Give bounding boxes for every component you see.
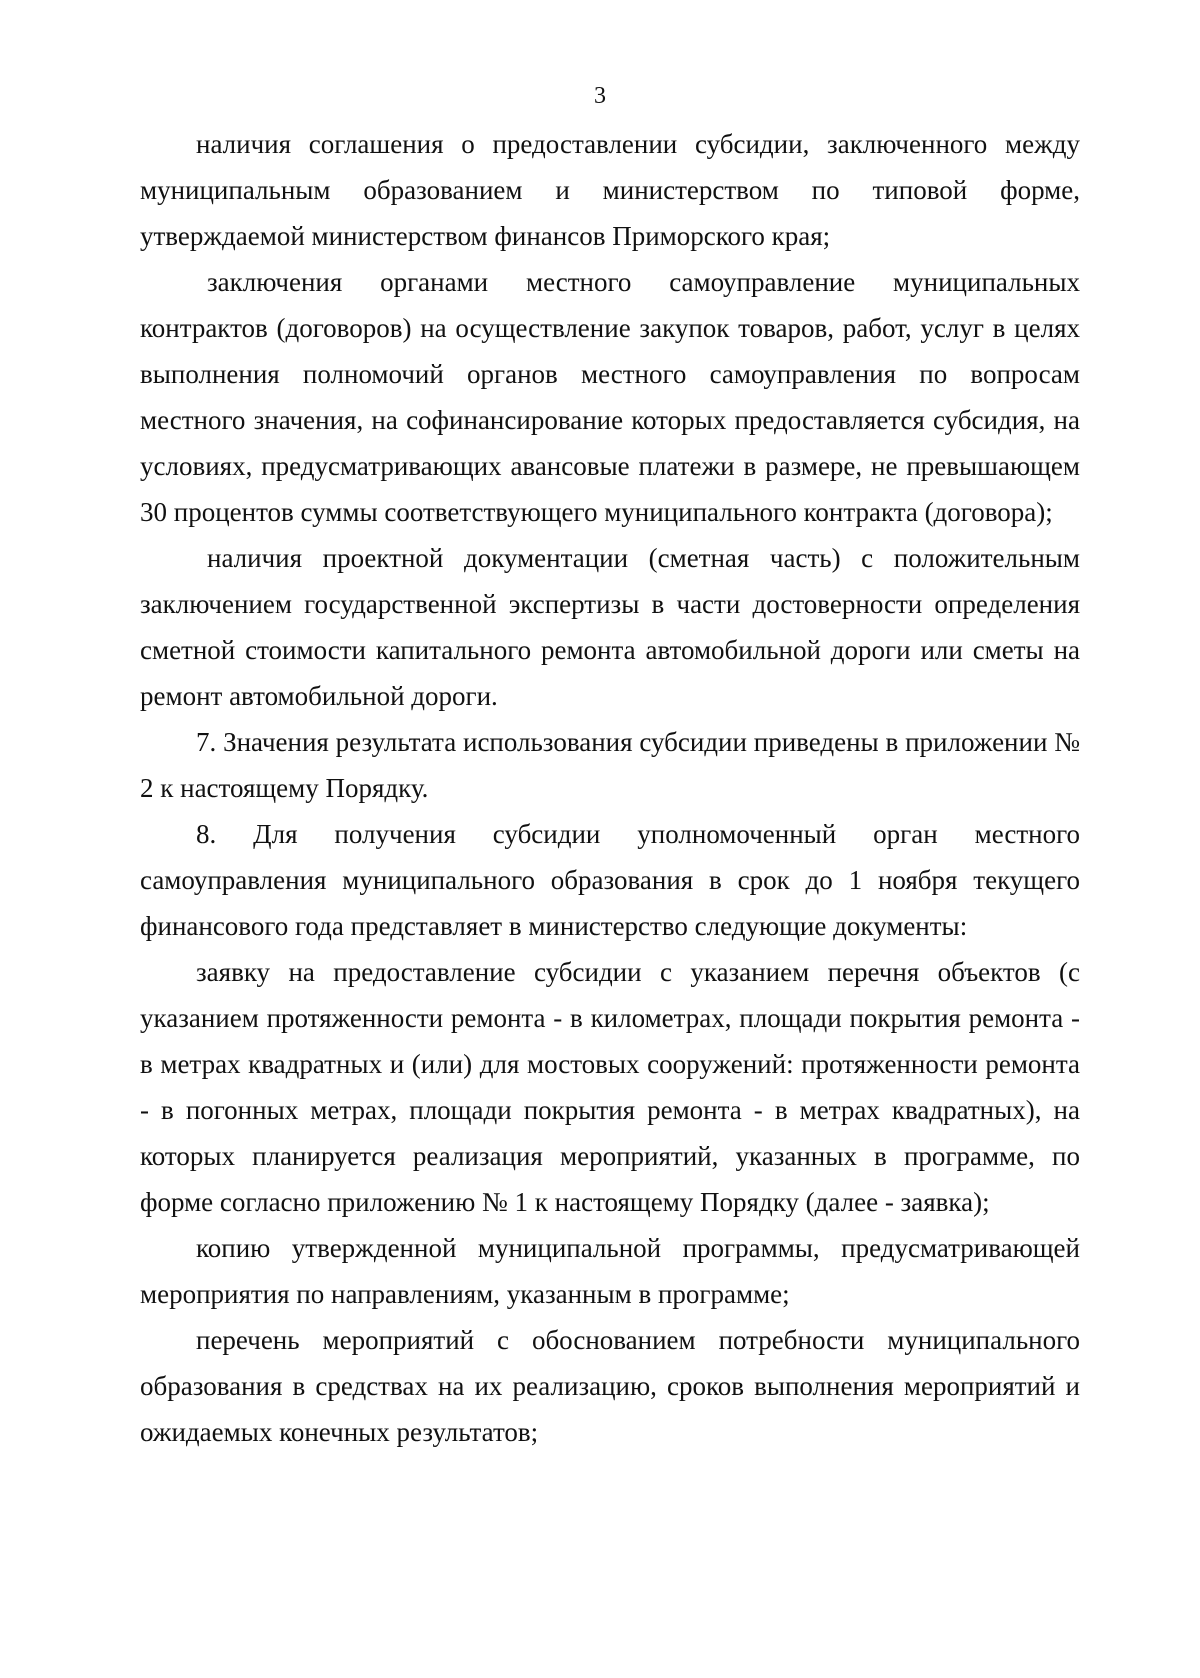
paragraph-project-documentation: наличия проектной документации (сметная часть) с положительным заключением государственной экспертизы в части достоверности определения сметной стоимости капитального ремонта автомобильной дороги или сметы на ремонт автомобильной дороги.: [140, 543, 1080, 711]
paragraph-program-copy: копию утвержденной муниципальной программы, предусматривающей мероприятия по направлениям, указанным в программе;: [140, 1233, 1080, 1309]
page-number: 3: [594, 83, 606, 109]
document-body: [140, 121, 1080, 1455]
paragraph-item-8: 8. Для получения субсидии уполномоченный орган местного самоуправления муниципального образования в срок до 1 ноября текущего финансового года представляет в министерство следующие документы:: [140, 819, 1080, 941]
paragraph-contracts-condition: заключения органами местного самоуправление муниципальных контрактов (договоров) на осуществление закупок товаров, работ, услуг в целях выполнения полномочий органов местного самоуправления по вопросам местного значения, на софинансирование которых предоставляется субсидия, на условиях, предусматривающих авансовые платежи в размере, не превышающем 30 процентов суммы соответствующего муниципального контракта (договора);: [140, 267, 1080, 527]
paragraph-item-7: 7. Значения результата использования субсидии приведены в приложении № 2 к настоящему Порядку.: [140, 727, 1080, 803]
paragraph-agreement-condition: наличия соглашения о предоставлении субсидии, заключенного между муниципальным образованием и министерством по типовой форме, утверждаемой министерством финансов Приморского края;: [140, 129, 1080, 251]
paragraph-measures-list: перечень мероприятий с обоснованием потребности муниципального образования в средствах на их реализацию, сроков выполнения мероприятий и ожидаемых конечных результатов;: [140, 1325, 1080, 1447]
paragraph-application: заявку на предоставление субсидии с указанием перечня объектов (с указанием протяженности ремонта - в километрах, площади покрытия ремонта - в метрах квадратных и (или) для мостовых сооружений: протяженности ремонта - в погонных метрах, площади покрытия ремонта - в метрах квадратных), на которых планируется реализация мероприятий, указанных в программе, по форме согласно приложению № 1 к настоящему Порядку (далее - заявка);: [140, 957, 1080, 1217]
